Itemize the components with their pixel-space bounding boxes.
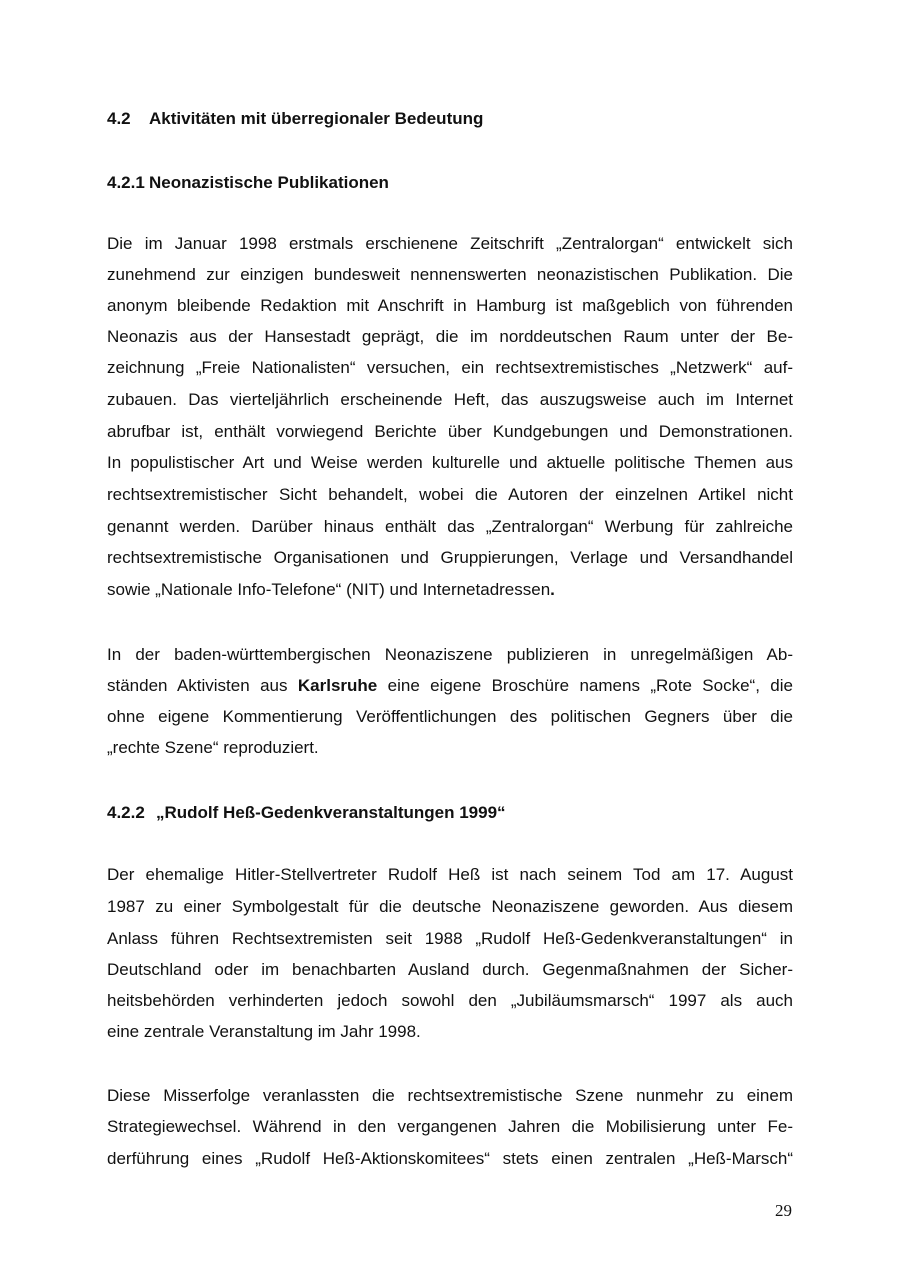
paragraph-line: Anlass führen Rechtsextremisten seit 1988 „Rudolf Heß-Gedenkveranstaltungen“ in bbox=[107, 929, 793, 948]
paragraph-line: Neonazis aus der Hansestadt geprägt, die im norddeutschen Raum unter der Be- bbox=[107, 327, 793, 346]
paragraph-line: Deutschland oder im benachbarten Ausland durch. Gegenmaßnahmen der Sicher- bbox=[107, 960, 793, 979]
paragraph-line: rechtsextremistische Organisationen und Gruppierungen, Verlage und Versandhandel bbox=[107, 548, 793, 567]
paragraph-line: abrufbar ist, enthält vorwiegend Berichte über Kundgebungen und Demonstrationen. bbox=[107, 422, 793, 441]
paragraph-text: ständen Aktivisten aus bbox=[107, 676, 298, 695]
section-heading-4-2-2 bbox=[107, 802, 506, 824]
paragraph-bold-text: . bbox=[550, 580, 555, 599]
section-number: 4.2 bbox=[107, 109, 131, 128]
place-name-bold: Karlsruhe bbox=[297, 676, 378, 695]
paragraph-line: 1987 zu einer Symbolgestalt für die deutsche Neonaziszene geworden. Aus diesem bbox=[107, 897, 793, 916]
paragraph-line: heitsbehörden verhinderten jedoch sowohl den „Jubiläumsmarsch“ 1997 als auch bbox=[107, 991, 793, 1010]
section-heading-4-2-1 bbox=[107, 172, 389, 194]
paragraph-line: „rechte Szene“ reproduziert. bbox=[107, 738, 319, 757]
page-number: 29 bbox=[775, 1201, 792, 1220]
paragraph-line: In der baden-württembergischen Neonaziszene publizieren in unregelmäßigen Ab- bbox=[107, 645, 793, 664]
paragraph-line: Die im Januar 1998 erstmals erschienene Zeitschrift „Zentralorgan“ entwickelt sich bbox=[107, 234, 793, 253]
paragraph-line: In populistischer Art und Weise werden kulturelle und aktuelle politische Themen aus bbox=[107, 453, 793, 472]
paragraph-line: derführung eines „Rudolf Heß-Aktionskomitees“ stets einen zentralen „Heß-Marsch“ bbox=[107, 1149, 793, 1168]
paragraph-line bbox=[107, 579, 555, 601]
paragraph-line: eine zentrale Veranstaltung im Jahr 1998. bbox=[107, 1022, 421, 1041]
section-heading-4-2 bbox=[107, 108, 483, 130]
section-title: Neonazistische Publikationen bbox=[149, 173, 389, 192]
paragraph-line: zubauen. Das vierteljährlich erscheinende Heft, das auszugsweise auch im Internet bbox=[107, 390, 793, 409]
paragraph-line: zeichnung „Freie Nationalisten“ versuchen, ein rechtsextremistisches „Netzwerk“ auf- bbox=[107, 358, 793, 377]
paragraph-line: Strategiewechsel. Während in den vergangenen Jahren die Mobilisierung unter Fe- bbox=[107, 1117, 793, 1136]
section-title: „Rudolf Heß-Gedenkveranstaltungen 1999“ bbox=[156, 803, 506, 822]
paragraph-line: anonym bleibende Redaktion mit Anschrift in Hamburg ist maßgeblich von führenden bbox=[107, 296, 793, 315]
paragraph-line: Der ehemalige Hitler-Stellvertreter Rudolf Heß ist nach seinem Tod am 17. August bbox=[107, 865, 793, 884]
paragraph-line: Diese Misserfolge veranlassten die rechtsextremistische Szene nunmehr zu einem bbox=[107, 1086, 793, 1105]
paragraph-line: rechtsextremistischer Sicht behandelt, wobei die Autoren der einzelnen Artikel nicht bbox=[107, 485, 793, 504]
paragraph-text: sowie „Nationale Info-Telefone“ (NIT) und Internetadressen bbox=[107, 580, 551, 599]
paragraph-line: ohne eigene Kommentierung Veröffentlichungen des politischen Gegners über die bbox=[107, 707, 793, 726]
section-number: 4.2.1 bbox=[107, 173, 145, 192]
section-title: Aktivitäten mit überregionaler Bedeutung bbox=[149, 109, 484, 128]
paragraph-line: zunehmend zur einzigen bundesweit nennenswerten neonazistischen Publikation. Die bbox=[107, 265, 793, 284]
section-number: 4.2.2 bbox=[107, 803, 145, 822]
paragraph-line bbox=[107, 675, 793, 697]
paragraph-text: eine eigene Broschüre namens „Rote Socke“, die bbox=[377, 676, 793, 695]
paragraph-line: genannt werden. Darüber hinaus enthält das „Zentralorgan“ Werbung für zahlreiche bbox=[107, 517, 793, 536]
